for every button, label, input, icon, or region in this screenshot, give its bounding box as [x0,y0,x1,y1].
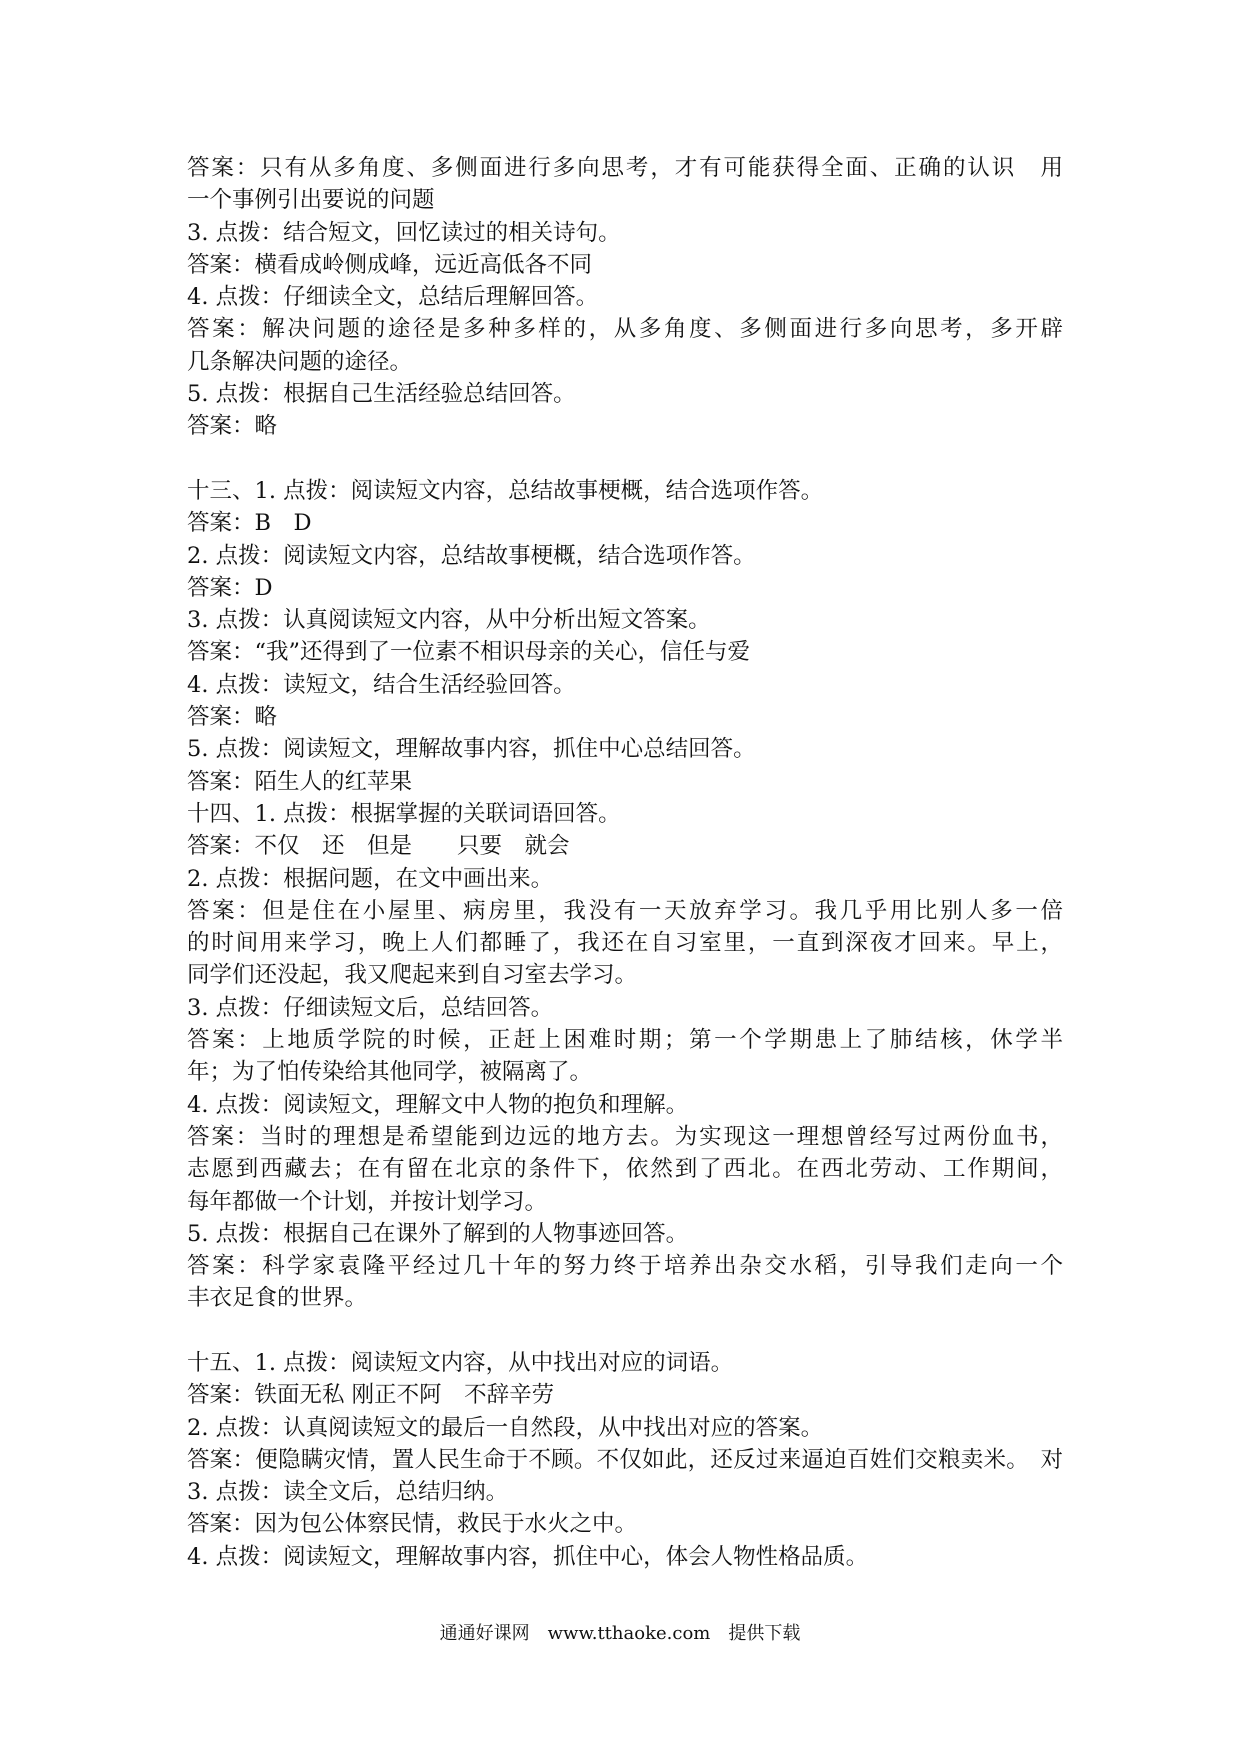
text-line: 2. 点拨：阅读短文内容，总结故事梗概，结合选项作答。 [187,542,756,569]
text-line: 答案：陌生人的红苹果 [187,768,413,795]
answer-content [187,152,1063,1573]
text-line: 4. 点拨：仔细读全文，总结后理解回答。 [187,284,599,311]
text-line: 同学们还没起，我又爬起来到自习室去学习。 [187,962,638,989]
text-line: 十三、1. 点拨：阅读短文内容，总结故事梗概，结合选项作答。 [187,477,824,504]
text-line: 答案：略 [187,704,278,731]
text-line: 2. 点拨：根据问题，在文中画出来。 [187,865,554,892]
text-line: 5. 点拨：根据自己在课外了解到的人物事迹回答。 [187,1220,689,1247]
text-line: 答案：但是住在小屋里、病房里，我没有一天放弃学习。我几乎用比别人多一倍 [187,897,1063,924]
text-line: 答案：D [187,574,273,601]
text-line: 4. 点拨：阅读短文，理解文中人物的抱负和理解。 [187,1091,689,1118]
text-line: 答案：只有从多角度、多侧面进行多向思考，才有可能获得全面、正确的认识 用 [187,155,1063,181]
text-line: 几条解决问题的途径。 [187,348,413,375]
text-line: 3. 点拨：仔细读短文后，总结回答。 [187,994,554,1021]
text-line: 答案：科学家袁隆平经过几十年的努力终于培养出杂交水稻，引导我们走向一个 [187,1253,1063,1280]
text-line: 志愿到西藏去；在有留在北京的条件下，依然到了西北。在西北劳动、工作期间， [187,1156,1063,1183]
text-line: 十四、1. 点拨：根据掌握的关联词语回答。 [187,800,621,827]
text-line: 的时间用来学习，晚上人们都睡了，我还在自习室里，一直到深夜才回来。早上， [187,930,1063,957]
text-line: 每年都做一个计划，并按计划学习。 [187,1188,548,1215]
text-line: 十五、1. 点拨：阅读短文内容，从中找出对应的词语。 [187,1349,734,1376]
text-line: 答案：铁面无私 刚正不阿 不辞辛劳 [187,1382,555,1409]
text-line: 4. 点拨：阅读短文，理解故事内容，抓住中心，体会人物性格品质。 [187,1543,869,1570]
text-line: 2. 点拨：认真阅读短文的最后一自然段，从中找出对应的答案。 [187,1414,824,1441]
page-footer: 通通好课网 www.tthaoke.com 提供下载 [439,1623,801,1644]
text-line: 答案：“我”还得到了一位素不相识母亲的关心，信任与爱 [187,639,751,666]
text-line: 3. 点拨：读全文后，总结归纳。 [187,1479,509,1506]
text-line: 答案：横看成岭侧成峰，远近高低各不同 [187,251,593,278]
text-line: 答案：当时的理想是希望能到边远的地方去。为实现这一理想曾经写过两份血书， [187,1123,1063,1150]
paragraph-gap [187,443,1063,475]
paragraph-gap [187,1315,1063,1347]
text-line: 一个事例引出要说的问题 [187,187,435,214]
text-line: 答案：B D [187,510,312,537]
text-line: 丰衣足食的世界。 [187,1285,368,1312]
text-line: 年；为了怕传染给其他同学，被隔离了。 [187,1059,593,1086]
text-line: 答案：便隐瞒灾情，置人民生命于不顾。不仅如此，还反过来逼迫百姓们交粮卖米。 对 [187,1446,1063,1473]
text-line: 答案：因为包公体察民情，救民于水火之中。 [187,1511,638,1538]
text-line: 答案：略 [187,413,278,440]
text-line: 答案：解决问题的途径是多种多样的，从多角度、多侧面进行多向思考，多开辟 [187,316,1063,343]
text-line: 答案：上地质学院的时候，正赶上困难时期；第一个学期患上了肺结核，休学半 [187,1027,1063,1054]
text-line: 3. 点拨：结合短文，回忆读过的相关诗句。 [187,219,621,246]
text-line: 答案：不仅 还 但是 只要 就会 [187,833,570,860]
text-line: 3. 点拨：认真阅读短文内容，从中分析出短文答案。 [187,607,711,634]
text-line: 5. 点拨：阅读短文，理解故事内容，抓住中心总结回答。 [187,736,756,763]
text-line: 4. 点拨：读短文，结合生活经验回答。 [187,671,576,698]
text-line: 5. 点拨：根据自己生活经验总结回答。 [187,381,576,408]
